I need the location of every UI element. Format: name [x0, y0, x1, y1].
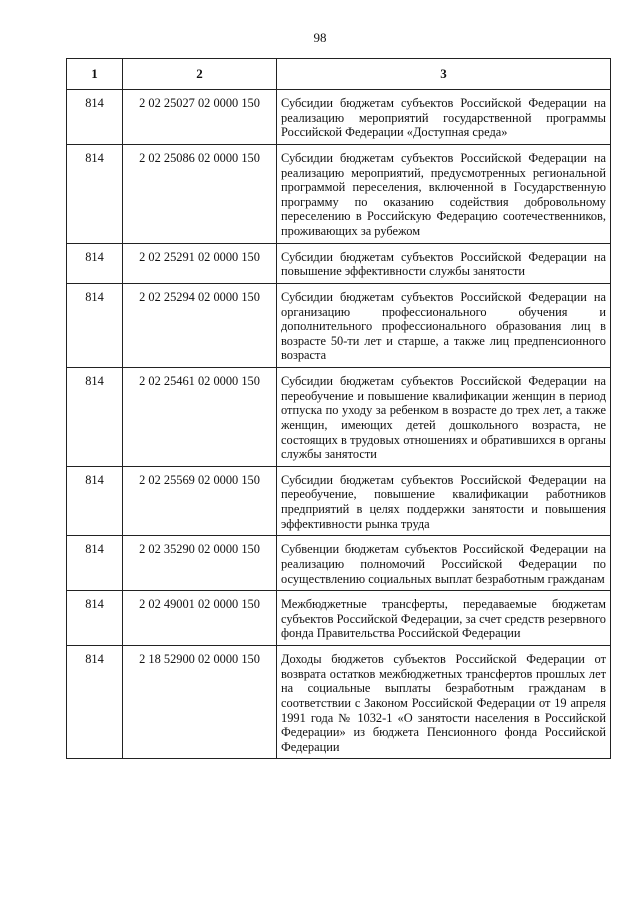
revenue-description-cell: Субсидии бюджетам субъектов Российской Федерации на переобучение и повышение квалификации женщин в период отпуска по уходу за ребенком в возрасте до трех лет, а также женщин, имеющих детей дошкольного возраста, не состоящих в трудовых отношениях и обратившихся в органы службы занятости [277, 368, 611, 467]
budget-classification-code-cell: 2 02 25086 02 0000 150 [123, 144, 277, 243]
revenue-description-cell: Межбюджетные трансферты, передаваемые бюджетам субъектов Российской Федерации, за счет средств резервного фонда Правительства Российской Федерации [277, 591, 611, 646]
table-row [67, 536, 611, 591]
budget-classification-code-cell: 2 18 52900 02 0000 150 [123, 646, 277, 759]
admin-code-cell: 814 [67, 283, 123, 367]
budget-classification-code-cell: 2 02 25461 02 0000 150 [123, 368, 277, 467]
table-row [67, 90, 611, 145]
table-row [67, 591, 611, 646]
revenue-description-cell: Субсидии бюджетам субъектов Российской Федерации на реализацию мероприятий государственной программы Российской Федерации «Доступная среда» [277, 90, 611, 145]
budget-classification-code-cell: 2 02 25291 02 0000 150 [123, 243, 277, 283]
page-number: 98 [313, 30, 327, 45]
budget-classification-code-cell: 2 02 25027 02 0000 150 [123, 90, 277, 145]
table-row [67, 368, 611, 467]
column-header-1: 1 [67, 59, 123, 90]
revenue-description-cell: Субвенции бюджетам субъектов Российской Федерации на реализацию полномочий Российской Федерации по осуществлению социальных выплат безработным гражданам [277, 536, 611, 591]
budget-classification-code-cell: 2 02 25569 02 0000 150 [123, 466, 277, 536]
column-header-3: 3 [277, 59, 611, 90]
revenue-description-cell: Субсидии бюджетам субъектов Российской Федерации на повышение эффективности службы занятости [277, 243, 611, 283]
admin-code-cell: 814 [67, 536, 123, 591]
revenue-description-cell: Доходы бюджетов субъектов Российской Федерации от возврата остатков межбюджетных трансфертов прошлых лет на социальные выплаты безработным гражданам в соответствии с Законом Российской Федерации от 19 апреля 1991 года № 1032-1 «О занятости населения в Российской Федерации» из бюджета Пенсионного фонда Российской Федерации [277, 646, 611, 759]
table-header-row [67, 59, 611, 90]
admin-code-cell: 814 [67, 144, 123, 243]
admin-code-cell: 814 [67, 646, 123, 759]
table-row [67, 646, 611, 759]
revenue-description-cell: Субсидии бюджетам субъектов Российской Федерации на переобучение, повышение квалификации работников предприятий в целях поддержки занятости и повышения эффективности рынка труда [277, 466, 611, 536]
budget-classification-code-cell: 2 02 35290 02 0000 150 [123, 536, 277, 591]
table-row [67, 243, 611, 283]
table-row [67, 144, 611, 243]
revenue-description-cell: Субсидии бюджетам субъектов Российской Федерации на реализацию мероприятий, предусмотренных региональной программой переселения, включенной в Государственную программу по оказанию содействия добровольному переселению в Российскую Федерацию соотечественников, проживающих за рубежом [277, 144, 611, 243]
budget-codes-table [66, 58, 611, 759]
admin-code-cell: 814 [67, 466, 123, 536]
admin-code-cell: 814 [67, 243, 123, 283]
table-row [67, 466, 611, 536]
revenue-description-cell: Субсидии бюджетам субъектов Российской Федерации на организацию профессионального обучения и дополнительного профессионального образования лиц в возрасте 50-ти лет и старше, а также лиц предпенсионного возраста [277, 283, 611, 367]
column-header-2: 2 [123, 59, 277, 90]
budget-classification-code-cell: 2 02 25294 02 0000 150 [123, 283, 277, 367]
table-row [67, 283, 611, 367]
budget-classification-code-cell: 2 02 49001 02 0000 150 [123, 591, 277, 646]
admin-code-cell: 814 [67, 368, 123, 467]
admin-code-cell: 814 [67, 591, 123, 646]
admin-code-cell: 814 [67, 90, 123, 145]
